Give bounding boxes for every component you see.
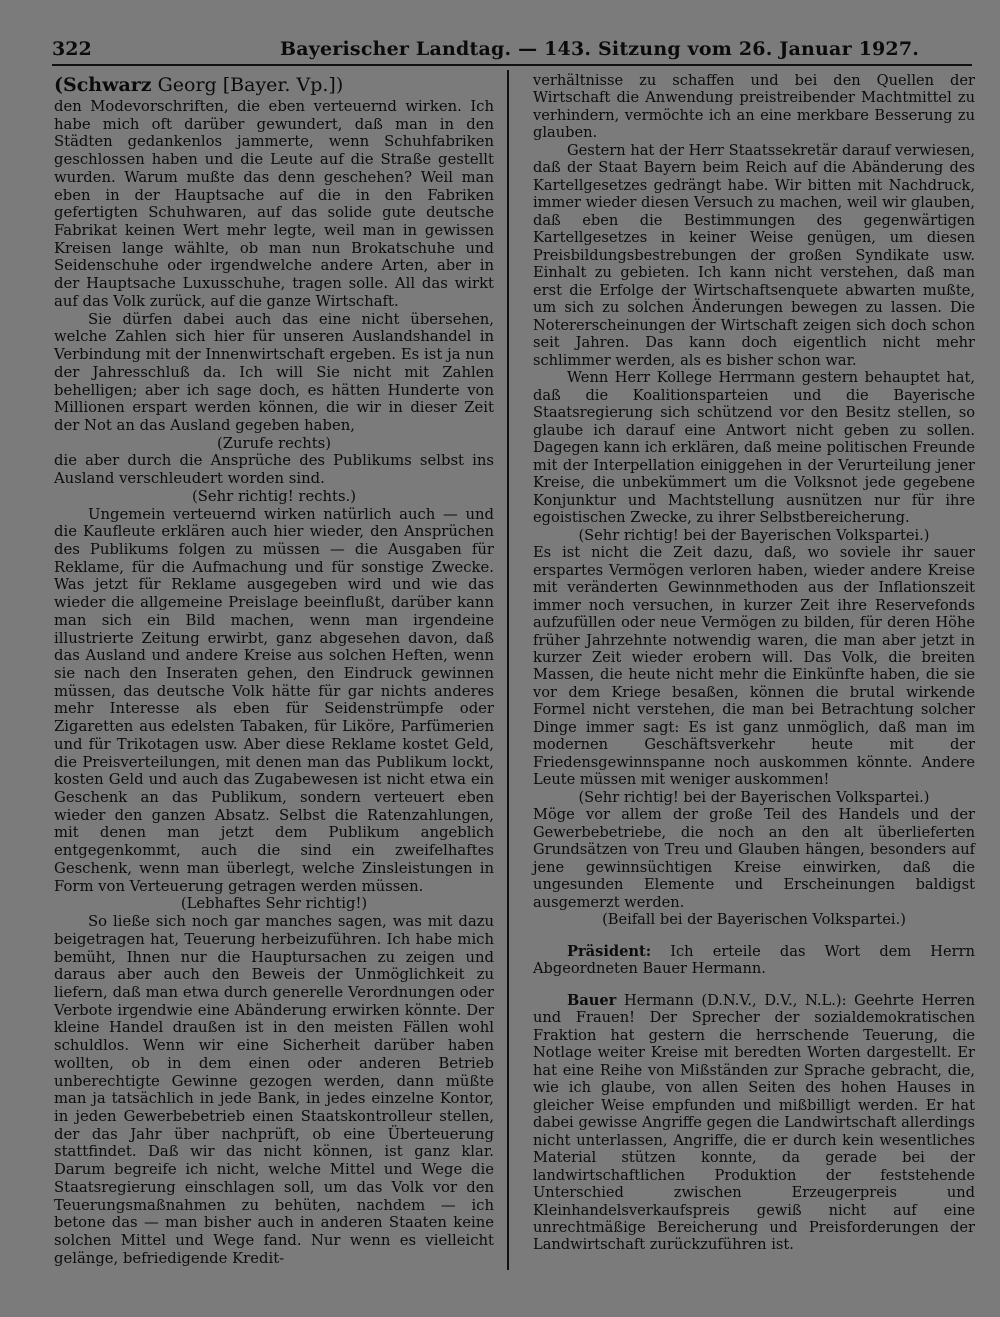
speaker-name: Bauer [567, 991, 617, 1009]
column-divider [507, 70, 509, 1270]
right-column [533, 72, 975, 1254]
paragraph: die aber durch die Ansprüche des Publikums selbst ins Ausland verschleudert worden sind. [54, 452, 494, 488]
interjection: (Sehr richtig! rechts.) [191, 487, 357, 505]
spacer [533, 978, 975, 992]
speaker-affiliation: Georg [Bayer. Vp.]) [151, 74, 344, 96]
paragraph: verhältnisse zu schaffen und bei den Quellen der Wirtschaft die Anwendung preistreibender Machtmittel zu verhindern, vermöchte ich an eine merkbare Besserung zu glauben. [533, 72, 975, 142]
interjection: (Beifall bei der Bayerischen Volkspartei.) [602, 911, 906, 929]
paragraph: Möge vor allem der große Teil des Handels und der Gewerbebetriebe, die noch an den alt überlieferten Grundsätzen von Treu und Glauben hängen, besonders auf jene gewinnsüchtigen Kreise einwirken, daß die ungesunden Elemente und Erscheinungen baldigst ausgemerzt werden. [533, 806, 975, 911]
running-head: Bayerischer Landtag. — 143. Sitzung vom 26. Januar 1927. [280, 38, 920, 60]
interjection: (Sehr richtig! bei der Bayerischen Volkspartei.) [578, 526, 930, 544]
left-column [54, 72, 494, 1267]
paragraph: Sie dürfen dabei auch das eine nicht übersehen, welche Zahlen sich hier für unseren Auslandshandel in Verbindung mit der Innenwirtschaft ergeben. Es ist ja nun der Jahresschluß da. Ich will Sie nicht mit Zahlen behelligen; aber ich sage doch, es hätten Hunderte von Millionen erspart werden können, die wir in dieser Zeit der Not an das Ausland gegeben haben, [54, 310, 494, 434]
paragraph: Es ist nicht die Zeit dazu, daß, wo soviele ihr sauer erspartes Vermögen verloren haben, wieder andere Kreise mit veränderten Gewinnmethoden aus der Inflationszeit immer noch versuchen, in kurzer Zeit ihre Reservefonds aufzufüllen oder neue Vermögen zu bilden, für deren Höhe früher Jahrzehnte notwendig waren, die man aber jetzt in kurzer Zeit wieder erobern will. Das Volk, die breiten Massen, die heute nicht mehr die Einkünfte haben, die sie vor dem Kriege besaßen, können die brutal wirkende Formel nicht verstehen, die man bei Betrachtung solcher Dinge immer sagt: Es ist ganz unmöglich, daß man im modernen Geschäftsverkehr heute mit der Friedensgewinnspanne noch auskommen könnte. Andere Leute müssen mit weniger auskommen! [533, 544, 975, 789]
header-rule [52, 64, 972, 66]
speaker-name: (Schwarz [54, 74, 152, 96]
speech-text: Hermann (D.N.V., D.V., N.L.): Geehrte Herren und Frauen! Der Sprecher der sozialdemokratischen Fraktion hat gestern die herrschende Teuerung, die Notlage weiter Kreise mit beredten Worten dargestellt. Er hat eine Reihe von Mißständen zur Sprache gebracht, die, wie ich glaube, von allen Seiten des hohen Hauses in gleicher Weise empfunden und mißbilligt werden. Er hat dabei gewisse Angriffe gegen die Landwirtschaft allerdings nicht unterlassen, Angriffe, die er durch kein wesentliches Material stützen konnte, da gerade bei der landwirtschaftlichen Produktion der feststehende Unterschied zwischen Erzeugerpreis und Kleinhandelsverkaufspreis gewiß nicht auf eine unrechtmäßige Bereicherung und Preisforderungen der Landwirtschaft zurückzuführen ist. [533, 991, 975, 1254]
paragraph: Gestern hat der Herr Staatssekretär darauf verwiesen, daß der Staat Bayern beim Reich auf die Abänderung des Kartellgesetzes gedrängt habe. Wir bitten mit Nachdruck, immer wieder diesen Versuch zu machen, weil wir glauben, daß eben die Bestimmungen des gegenwärtigen Kartellgesetzes in keiner Weise genügen, um diesen Preisbildungsbestrebungen der großen Syndikate usw. Einhalt zu gebieten. Ich kann nicht verstehen, daß man erst die Erfolge der Wirtschaftsenquete abwarten mußte, um sich zu solchen Änderungen bewegen zu lassen. Die Notererscheinungen der Wirtschaft zeigen sich doch schon seit Jahren. Das kann doch eigentlich nicht mehr schlimmer werden, als es bisher schon war. [533, 141, 975, 369]
president-statement [533, 943, 975, 978]
interjection: (Lebhaftes Sehr richtig!) [180, 895, 368, 913]
president-text: Ich erteile das Wort dem Herrn Abgeordneten Bauer Hermann. [533, 942, 975, 978]
page-number: 322 [52, 38, 92, 60]
interjection: (Sehr richtig! bei der Bayerischen Volkspartei.) [578, 788, 930, 806]
speech-opening [533, 992, 975, 1254]
spacer [533, 929, 975, 943]
president-label: Präsident: [567, 942, 652, 960]
paragraph: Ungemein verteuernd wirken natürlich auch — und die Kaufleute erklären auch hier wieder, den Ansprüchen des Publikums folgen zu müssen — die Ausgaben für Reklame, für die Aufmachung und für sonstige Zwecke. Was jetzt für Reklame ausgegeben wird und wie das wieder die allgemeine Preislage beeinflußt, darüber kann man sich ein Bild machen, wenn man irgendeine illustrierte Zeitung erwirbt, ganz abgesehen davon, daß das Ausland und andere Kreise aus solchen Heften, wenn sie nach den Inseraten gehen, den Eindruck gewinnen müssen, das deutsche Volk hätte für gar nichts anderes mehr Interesse als eben für Seidenstrümpfe oder Zigaretten aus edelsten Tabaken, für Liköre, Parfümerien und für Trikotagen usw. Aber diese Reklame kostet Geld, die Preisverteilungen, mit denen man das Publikum lockt, kosten Geld und auch das Zugabewesen ist nicht etwa ein Geschenk an das Publikum, sondern verteuert eben wieder den ganzen Absatz. Selbst die Ratenzahlungen, mit denen man jetzt dem Publikum angeblich entgegenkommt, auch die sind ein zweifelhaftes Geschenk, wenn man überlegt, welche Zinsleistungen in Form von Verteuerung getragen werden müssen. [54, 505, 494, 895]
paragraph: So ließe sich noch gar manches sagen, was mit dazu beigetragen hat, Teuerung herbeizuführen. Ich habe mich bemüht, Ihnen nur die Hauptursachen zu zeigen und daraus aber auch den Beweis der Unmöglichkeit zu liefern, daß man etwa durch generelle Verordnungen oder Verbote irgendwie eine Abänderung erwirken könnte. Der kleine Handel draußen ist in den meisten Fällen wohl schuldlos. Wenn wir eine Sicherheit darüber haben wollten, ob in dem einen oder anderen Betrieb unberechtigte Gewinne gezogen werden, dann müßte man ja tatsächlich in jede Bank, in jedes einzelne Kontor, in jeden Gewerbebetrieb einen Staatskontrolleur stellen, der das Jahr über nachprüft, ob eine Überteuerung stattfindet. Daß wir das nicht können, ist ganz klar. Darum begreife ich nicht, welche Mittel und Wege die Staatsregierung einschlagen soll, um das Volk vor den Teuerungsmaßnahmen zu behüten, nachdem — ich betone das — man bisher auch in anderen Staaten keine solchen Mittel und Wege fand. Nur wenn es vielleicht gelänge, befriedigende Kredit- [54, 913, 494, 1267]
paragraph: Wenn Herr Kollege Herrmann gestern behauptet hat, daß die Koalitionsparteien und die Bayerische Staatsregierung sich schützend vor den Besitz stellen, so glaube ich darauf eine Antwort nicht geben zu sollen. Dagegen kann ich erklären, daß meine politischen Freunde mit der Interpellation einiggehen in der Verurteilung jener Kreise, die unbekümmert um die Volksnot jede gegebene Konjunktur und Machtstellung ausnützen nur für ihre egoistischen Zwecke, zu ihrer Selbstbereicherung. [533, 369, 975, 527]
paragraph: den Modevorschriften, die eben verteuernd wirken. Ich habe mich oft darüber gewundert, daß man in den Städten gedankenlos jammerte, wenn Schuhfabriken geschlossen haben und die Leute auf die Straße gestellt wurden. Warum mußte das denn geschehen? Weil man eben in der Hauptsache auf die in den Fabriken gefertigten Schuhwaren, auf das solide gute deutsche Fabrikat keinen Wert mehr legte, weil man in gewissen Kreisen lange wählte, ob man nun Brokatschuhe und Seidenschuhe oder irgendwelche andere Arten, aber in der Hauptsache Luxusschuhe, tragen solle. All das wirkt auf das Volk zurück, auf die ganze Wirtschaft. [54, 98, 494, 310]
speaker-continuation-heading [54, 72, 494, 98]
interjection: (Zurufe rechts) [216, 434, 332, 452]
